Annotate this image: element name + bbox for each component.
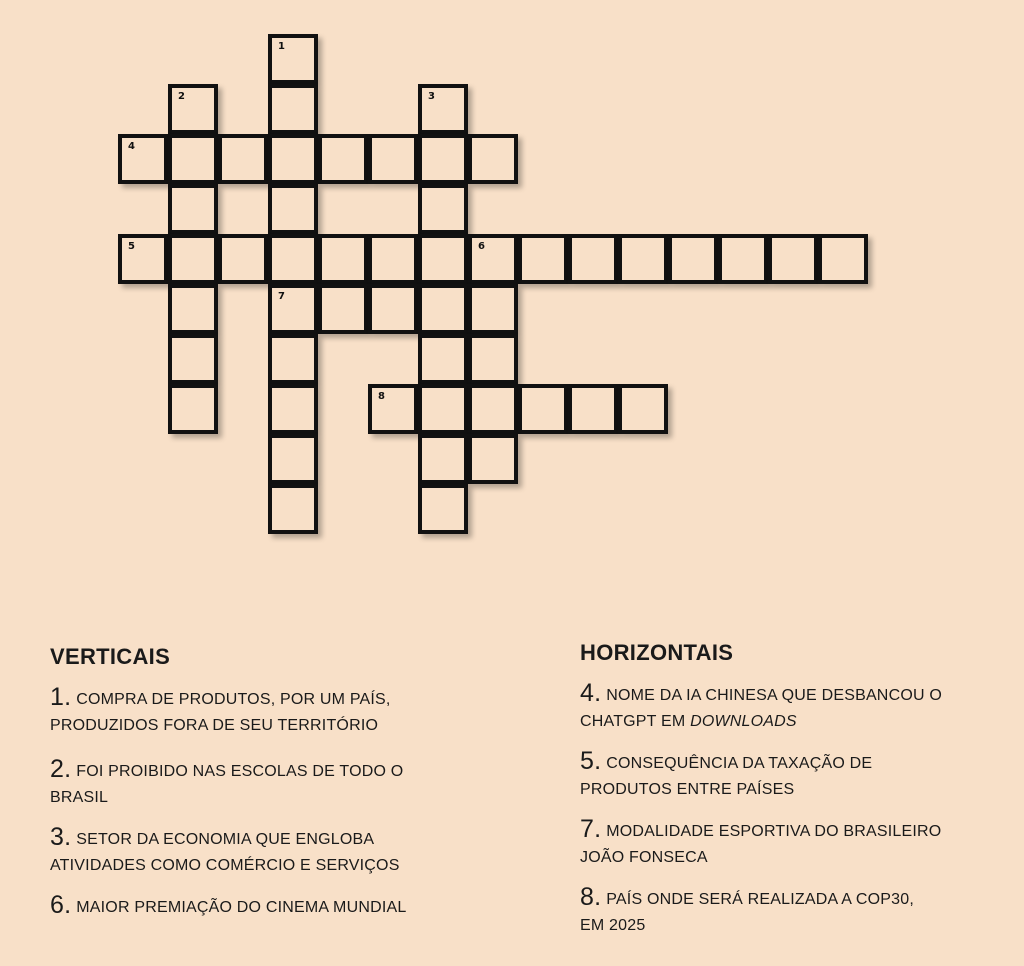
grid-cell[interactable] [368, 134, 418, 184]
grid-cell[interactable] [268, 234, 318, 284]
grid-cell[interactable] [418, 134, 468, 184]
clue-horizontal-8 [580, 884, 1010, 939]
grid-cell[interactable] [418, 84, 468, 134]
clue-number: 5. [580, 747, 602, 775]
clue-number: 4. [580, 679, 602, 707]
clue-horizontal-4 [580, 680, 1010, 735]
grid-cell[interactable] [218, 134, 268, 184]
grid-cell[interactable] [368, 284, 418, 334]
grid-cell[interactable] [168, 184, 218, 234]
cell-number: 8 [378, 391, 385, 402]
cell-number: 3 [428, 91, 435, 102]
grid-cell[interactable] [168, 134, 218, 184]
clue-text: NOME DA IA CHINESA QUE DESBANCOU O [606, 687, 943, 704]
grid-cell[interactable] [268, 134, 318, 184]
clue-number: 6. [50, 891, 72, 919]
grid-cell[interactable] [168, 84, 218, 134]
grid-cell[interactable] [718, 234, 768, 284]
clue-vertical-6 [50, 892, 510, 921]
cell-number: 6 [478, 241, 485, 252]
clue-number: 7. [580, 815, 602, 843]
grid-cell[interactable] [168, 234, 218, 284]
cell-number: 4 [128, 141, 135, 152]
clue-number: 3. [50, 823, 72, 851]
grid-cell[interactable] [768, 234, 818, 284]
grid-cell[interactable] [268, 484, 318, 534]
clue-text: ATIVIDADES COMO COMÉRCIO E SERVIÇOS [50, 857, 400, 874]
grid-cell[interactable] [468, 284, 518, 334]
cell-number: 1 [278, 41, 285, 52]
grid-cell[interactable] [668, 234, 718, 284]
verticais-heading: VERTICAIS [50, 644, 171, 669]
clue-text: FOI PROIBIDO NAS ESCOLAS DE TODO O [76, 763, 404, 780]
grid-cell[interactable] [318, 284, 368, 334]
grid-cell[interactable] [418, 334, 468, 384]
grid-cell[interactable] [268, 334, 318, 384]
grid-cell[interactable] [168, 284, 218, 334]
grid-cell[interactable] [118, 234, 168, 284]
grid-cell[interactable] [218, 234, 268, 284]
grid-cell[interactable] [418, 384, 468, 434]
grid-cell[interactable] [618, 384, 668, 434]
clue-text: CHATGPT EM [580, 713, 691, 730]
grid-cell[interactable] [518, 384, 568, 434]
grid-cell[interactable] [318, 134, 368, 184]
grid-cell[interactable] [418, 484, 468, 534]
clue-vertical-2 [50, 756, 510, 811]
grid-cell[interactable] [368, 234, 418, 284]
clue-text: MAIOR PREMIAÇÃO DO CINEMA MUNDIAL [76, 899, 407, 916]
grid-cell[interactable] [168, 334, 218, 384]
cell-number: 2 [178, 91, 185, 102]
clue-number: 8. [580, 883, 602, 911]
grid-cell[interactable] [268, 184, 318, 234]
clue-text: PRODUZIDOS FORA DE SEU TERRITÓRIO [50, 717, 379, 734]
grid-cell[interactable] [518, 234, 568, 284]
cell-number: 5 [128, 241, 135, 252]
grid-cell[interactable] [418, 184, 468, 234]
grid-cell[interactable] [268, 284, 318, 334]
grid-cell[interactable] [268, 34, 318, 84]
grid-cell[interactable] [318, 234, 368, 284]
horizontais-heading: HORIZONTAIS [580, 640, 734, 665]
grid-cell[interactable] [468, 334, 518, 384]
grid-cell[interactable] [468, 234, 518, 284]
grid-cell[interactable] [818, 234, 868, 284]
grid-cell[interactable] [368, 384, 418, 434]
clue-text: BRASIL [50, 789, 109, 806]
grid-cell[interactable] [268, 84, 318, 134]
clue-text: COMPRA DE PRODUTOS, POR UM PAÍS, [76, 691, 391, 708]
grid-cell[interactable] [268, 434, 318, 484]
clue-text: EM 2025 [580, 917, 646, 934]
grid-cell[interactable] [468, 134, 518, 184]
clue-text-italic: DOWNLOADS [690, 713, 797, 730]
grid-cell[interactable] [418, 284, 468, 334]
grid-cell[interactable] [168, 384, 218, 434]
grid-cell[interactable] [568, 234, 618, 284]
grid-cell[interactable] [568, 384, 618, 434]
clue-vertical-3 [50, 824, 510, 879]
clue-horizontal-7 [580, 816, 1010, 871]
clue-horizontal-5 [580, 748, 1010, 803]
grid-cell[interactable] [468, 384, 518, 434]
cell-number: 7 [278, 291, 285, 302]
clue-number: 1. [50, 683, 72, 711]
clue-text: PAÍS ONDE SERÁ REALIZADA A COP30, [606, 891, 914, 908]
grid-cell[interactable] [618, 234, 668, 284]
grid-cell[interactable] [118, 134, 168, 184]
clue-text: CONSEQUÊNCIA DA TAXAÇÃO DE [606, 755, 873, 772]
clue-number: 2. [50, 755, 72, 783]
clue-text: SETOR DA ECONOMIA QUE ENGLOBA [76, 831, 375, 848]
clue-vertical-1 [50, 684, 510, 739]
grid-cell[interactable] [268, 384, 318, 434]
grid-cell[interactable] [468, 434, 518, 484]
clue-text: JOÃO FONSECA [580, 849, 708, 866]
grid-cell[interactable] [418, 234, 468, 284]
clue-text: PRODUTOS ENTRE PAÍSES [580, 781, 795, 798]
clue-text: MODALIDADE ESPORTIVA DO BRASILEIRO [606, 823, 942, 840]
grid-cell[interactable] [418, 434, 468, 484]
